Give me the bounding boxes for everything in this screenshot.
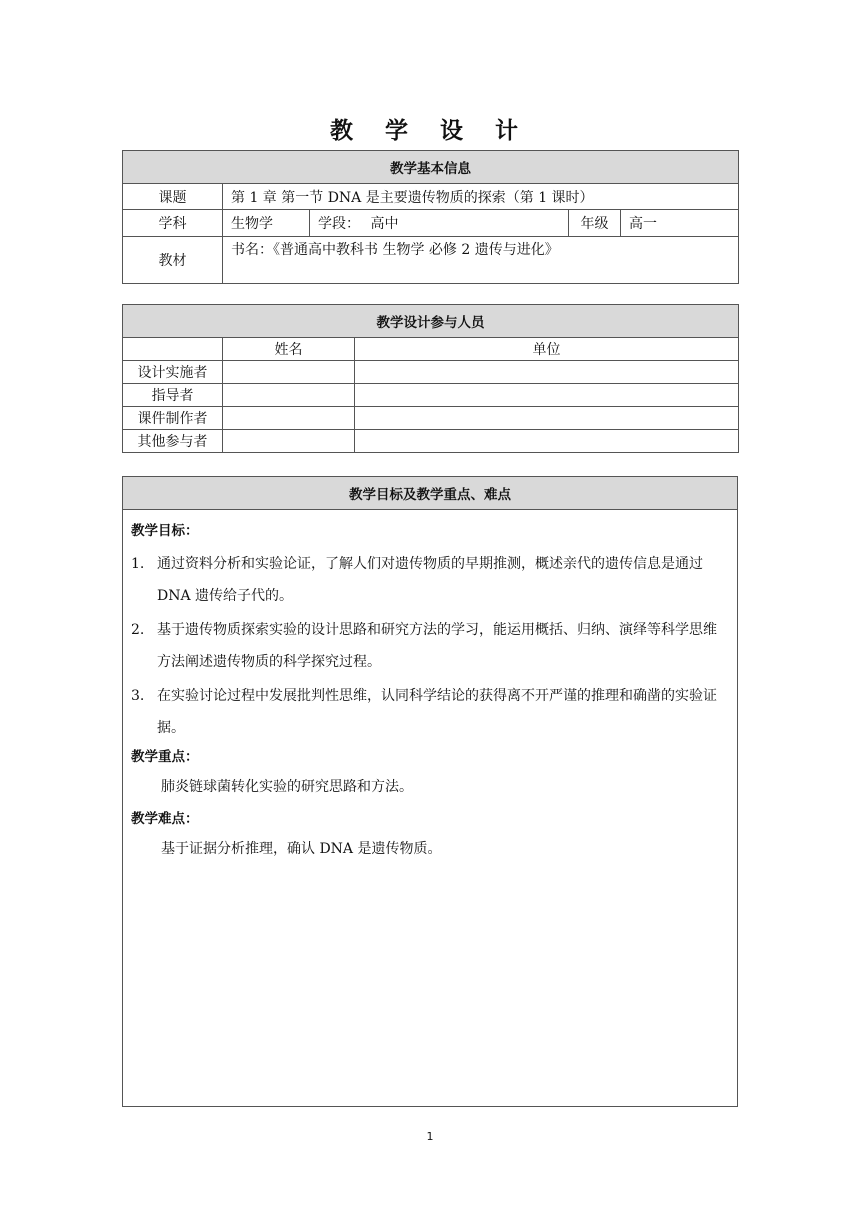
- role-cell: 设计实施者: [123, 361, 223, 384]
- role-cell: 其他参与者: [123, 430, 223, 453]
- difficulty-label: 教学难点：: [131, 811, 199, 827]
- corner-cell: [123, 338, 223, 361]
- list-item: [131, 614, 729, 678]
- list-item: [131, 548, 729, 612]
- item-number: 2.: [131, 622, 145, 638]
- goals-header: 教学目标及教学重点、难点: [123, 477, 738, 510]
- stage-cell: [310, 210, 569, 237]
- basic-info-table: [122, 150, 739, 284]
- item-text: 在实验讨论过程中发展批判性思维，认同科学结论的获得离不开严谨的推理和确凿的实验证据。: [157, 688, 717, 736]
- objectives-list: [131, 548, 729, 744]
- table-row: [123, 430, 739, 453]
- basic-info-header: 教学基本信息: [123, 151, 739, 184]
- key-point-text: 肺炎链球菌转化实验的研究思路和方法。: [161, 779, 413, 795]
- participants-table: [122, 304, 739, 453]
- key-point-label: 教学重点：: [131, 749, 199, 765]
- table-row: [123, 361, 739, 384]
- item-text: 通过资料分析和实验论证，了解人们对遗传物质的早期推测，概述亲代的遗传信息是通过 DNA 遗传给子代的。: [157, 556, 703, 604]
- item-number: 3.: [131, 688, 145, 704]
- col-unit-header: 单位: [355, 338, 739, 361]
- topic-label: 课题: [123, 184, 223, 210]
- unit-cell: [355, 407, 739, 430]
- goals-table: [122, 476, 738, 1107]
- stage-value: 高中: [370, 216, 399, 232]
- table-row: [123, 384, 739, 407]
- textbook-label: 教材: [123, 237, 223, 284]
- unit-cell: [355, 384, 739, 407]
- subject-label: 学科: [123, 210, 223, 237]
- stage-label: 学段：: [318, 216, 360, 232]
- name-cell: [223, 430, 355, 453]
- textbook-value: 书名：《普通高中教科书 生物学 必修 2 遗传与进化》: [223, 237, 739, 284]
- topic-value: 第 1 章 第一节 DNA 是主要遗传物质的探索（第 1 课时）: [223, 184, 739, 210]
- page-title: 教 学 设 计: [329, 117, 531, 144]
- objectives-label: 教学目标：: [131, 523, 199, 539]
- list-item: [131, 680, 729, 744]
- page-number: 1: [426, 1130, 434, 1143]
- goals-body: [123, 510, 738, 1107]
- unit-cell: [355, 430, 739, 453]
- col-name-header: 姓名: [223, 338, 355, 361]
- difficulty-text: 基于证据分析推理，确认 DNA 是遗传物质。: [161, 841, 442, 857]
- subject-value: 生物学: [223, 210, 310, 237]
- grade-value: 高一: [621, 210, 739, 237]
- table-row: [123, 407, 739, 430]
- item-text: 基于遗传物质探索实验的设计思路和研究方法的学习，能运用概括、归纳、演绎等科学思维方法阐述遗传物质的科学探究过程。: [157, 622, 717, 670]
- grade-label: 年级: [569, 210, 621, 237]
- item-number: 1.: [131, 556, 145, 572]
- unit-cell: [355, 361, 739, 384]
- name-cell: [223, 361, 355, 384]
- participants-header: 教学设计参与人员: [123, 305, 739, 338]
- name-cell: [223, 384, 355, 407]
- role-cell: 指导者: [123, 384, 223, 407]
- role-cell: 课件制作者: [123, 407, 223, 430]
- name-cell: [223, 407, 355, 430]
